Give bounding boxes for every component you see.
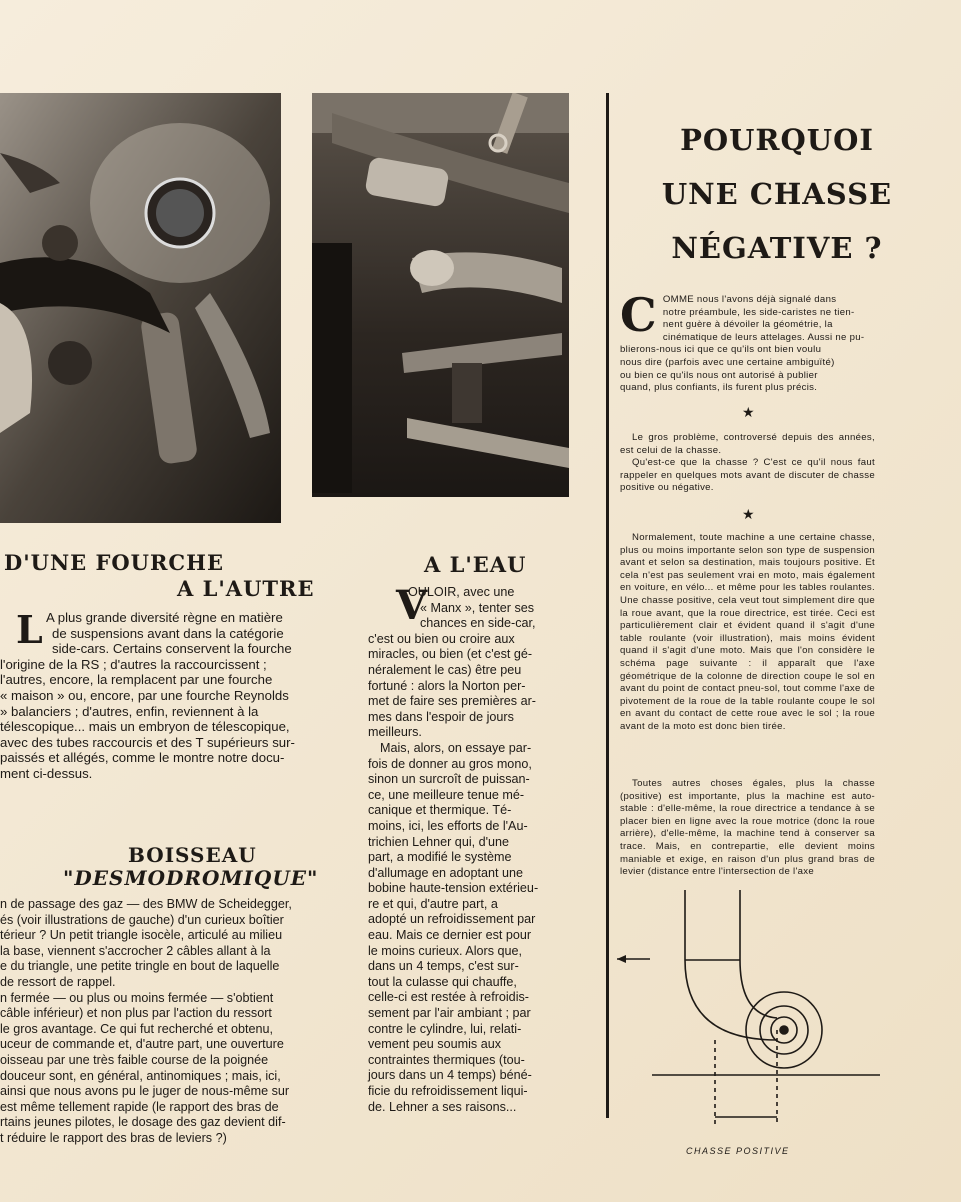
pourquoi-intro <box>620 288 875 395</box>
title-line-1: POURQUOI <box>680 123 874 157</box>
text-line: la base, viennent s'accrocher 2 câbles allant à la <box>0 943 271 958</box>
column-divider <box>606 93 609 1118</box>
text-line: de. Lehner a ses raisons... <box>368 1099 517 1114</box>
text-line: câble inférieur) et non plus par l'action du ressort <box>0 1006 272 1021</box>
text-line: notre préambule, les side-caristes ne tien- <box>662 306 855 318</box>
text-line: bobine haute-tension extérieu- <box>368 881 539 896</box>
text-line: trichien Lehner qui, d'une <box>368 834 510 849</box>
text-line: OMME nous l'avons déjà signalé dans <box>662 294 837 305</box>
fork-photo-image <box>0 93 281 523</box>
text-line: miracles, ou bien (et c'est gé- <box>368 647 533 662</box>
separator-star-1: ★ <box>742 404 755 420</box>
text-line: mes dans l'espoir de jours <box>368 709 514 724</box>
text-line: uceur de commande et, d'autre part, une ouverture <box>0 1037 284 1052</box>
text-line: télescopique... mais un embryon de télescopique, <box>0 719 290 735</box>
fork-curve-outer <box>685 960 777 1040</box>
title-line-2: UNE CHASSE <box>661 177 893 211</box>
eau-body <box>368 585 569 1115</box>
diagram-caption: CHASSE POSITIVE <box>686 1146 790 1156</box>
text-line: part, a modifié le système <box>368 850 512 865</box>
text-line: met de faire ses premières ar- <box>368 694 536 709</box>
boisseau-heading-line1: BOISSEAU <box>128 843 257 867</box>
chasse-diagram <box>612 890 912 1140</box>
pourquoi-para5 <box>620 778 875 879</box>
text-line: l'origine de la RS ; d'autres la raccourcissent ; <box>0 656 267 672</box>
text-line: « Manx », tenter ses <box>420 600 535 615</box>
text-line: side-cars. Certains conservent la fourche <box>52 641 292 657</box>
text-line: ficie du refroidissement liqui- <box>368 1084 528 1098</box>
text-line: c'est ou bien ou croire aux <box>368 631 515 646</box>
text-line: contraintes thermiques (tou- <box>368 1052 525 1067</box>
arrow-head-icon <box>617 955 626 963</box>
fourche-heading-line2: A L'AUTRE <box>177 576 315 601</box>
fourche-article <box>0 610 312 782</box>
text-line: ainsi que nous avons pu le juger de nous-même sur <box>0 1084 290 1099</box>
text-line: tout la culasse qui chauffe, <box>368 974 517 989</box>
text-line: sement par l'air ambiant ; par <box>368 1006 531 1021</box>
eau-heading: A L'EAU <box>424 552 527 577</box>
text-line: chances en side-car, <box>420 616 536 631</box>
text-line: re et qui, d'autre part, a <box>368 896 498 911</box>
text-line: canique et thermique. Té- <box>368 803 512 818</box>
text-line: fois de donner au gros mono, <box>368 756 532 771</box>
text-line: quand, plus confiants, ils furent plus précis. <box>620 382 818 394</box>
text-line: sinon un surcroît de puissan- <box>368 772 530 787</box>
text-line: cinématique de leurs attelages. Aussi ne pu- <box>662 331 865 343</box>
para5: Toutes autres choses égales, plus la chasse (positive) est importante, plus la machine est auto-stable : d'elle-même, la roue directrice a tendance à se placer bien en ligne avec la roue motrice (donc la roue arrière), d'elle-même, la machine tend à conserver sa trace. Mais, en contrepartie, elle devient moins maniable et exige, en raison d'un plus grand bras de levier (distance entre l'intersection de l'axe <box>620 778 875 878</box>
text-line: avec des tubes raccourcis et des T supérieurs sur- <box>0 734 295 750</box>
text-line: A plus grande diversité règne en matière <box>46 610 283 625</box>
engine-photo <box>312 93 569 497</box>
engine-photo-image <box>312 93 569 497</box>
text-line: adopté un refroidissement par <box>368 912 536 927</box>
text-line: e du triangle, une petite tringle en bout de laquelle <box>0 959 280 974</box>
title-line-3: NÉGATIVE ? <box>671 231 883 265</box>
text-line: celle-ci est restée à refroidis- <box>368 990 529 1005</box>
separator-star-2: ★ <box>742 506 755 522</box>
pourquoi-para4 <box>620 532 875 734</box>
text-line: » balanciers ; d'autres, enfin, reviennent à la <box>0 703 259 719</box>
text-line: jours dans un 4 temps) béné- <box>368 1068 532 1083</box>
fourche-body <box>0 610 312 782</box>
text-line: le moins curieux. Alors que, <box>368 943 522 958</box>
text-line: t réduire le rapport des bras de leviers ?) <box>0 1130 227 1145</box>
text-line: douceur sont, en général, antinomiques ; mais, ici, <box>0 1068 281 1083</box>
eau-article <box>368 585 569 1115</box>
text-line: eau. Mais ce dernier est pour <box>368 928 532 943</box>
text-line: nous dire (parfois avec une certaine ambiguïté) <box>620 356 835 368</box>
fork-photo <box>0 93 281 523</box>
text-line: de suspensions avant dans la catégorie <box>52 625 284 641</box>
boisseau-heading-line2: "DESMODROMIQUE" <box>63 866 319 890</box>
para2: Le gros problème, controversé depuis des années, est celui de la chasse. <box>620 432 875 456</box>
para3: Qu'est-ce que la chasse ? C'est ce qu'il nous faut rappeler en quelques mots avant de discuter de chasse positive ou négative. <box>620 457 875 494</box>
pourquoi-title <box>612 113 942 275</box>
text-line: néralement le cas) être peu <box>368 662 522 677</box>
text-line: l'autres, encore, la remplacent par une fourche <box>0 672 273 688</box>
para4: Normalement, toute machine a une certaine chasse, plus ou moins importante selon son type de suspension avant et selon sa destination, mais toujours positive. Et cela n'est pas seulement vrai en moto, mais également en voiture, en vélo... et même pour les tables roulantes. Une chasse positive, cela veut tout simplement dire que la roue avant, que la roue directrice, est tirée. Ceci est particulièrement clair et évident quand il s'agit d'une table roulante (voir illustration), mais moins évident quand il s'agit d'une moto. Mais que l'on considère le schéma page suivante : il apparaît que l'axe géométrique de la colonne de direction coupe le sol en avant du point de contact pneu-sol, tout comme l'axe de pivotement de la roue de la table roulante coupe le sol en avant du contact de cette roue avec le sol ; la roue avant de la moto est donc bien tirée. <box>620 532 875 732</box>
boisseau-body <box>0 897 346 1147</box>
text-line: térieur ? Un petit triangle isocèle, articulé au milieu <box>0 928 283 943</box>
text-line: fortuné : alors la Norton per- <box>368 678 526 693</box>
text-line: Mais, alors, on essaye par- <box>380 740 532 755</box>
pourquoi-dropcap: C <box>620 288 657 342</box>
text-line: n de passage des gaz — des BMW de Scheidegger, <box>0 897 292 911</box>
text-line: és (voir illustrations de gauche) d'un curieux boîtier <box>0 912 284 927</box>
eau-dropcap: V <box>396 582 428 629</box>
text-line: nent guère à dévoiler la géométrie, la <box>662 319 833 331</box>
text-line: « maison » ou, encore, par une fourche Reynolds <box>0 687 289 703</box>
text-line: est même tellement rapide (le rapport des bras de <box>0 1099 279 1114</box>
text-line: OULOIR, avec une <box>408 585 515 599</box>
text-line: ment ci-dessus. <box>0 765 93 781</box>
fourche-heading-line1: D'UNE FOURCHE <box>4 550 224 575</box>
text-line: oisseau par une très faible course de la poignée <box>0 1052 269 1067</box>
text-line: vement peu soumis aux <box>368 1037 502 1052</box>
text-line: paissés et allégés, comme le montre notre docu- <box>0 750 285 766</box>
text-line: rtains jeunes pilotes, le dosage des gaz devient dif- <box>0 1115 286 1130</box>
text-line: contre le cylindre, lui, relati- <box>368 1021 522 1036</box>
text-line: d'allumage en adoptant une <box>368 865 524 880</box>
fourche-dropcap: L <box>16 607 43 652</box>
text-line: ou bien ce qu'ils nous ont autorisé à publier <box>620 369 818 381</box>
text-line: de ressort de rappel. <box>0 974 116 989</box>
text-line: dans un 4 temps, c'est sur- <box>368 959 519 974</box>
text-line: moins, ici, les efforts de l'Au- <box>368 818 528 833</box>
pourquoi-para2 <box>620 432 875 495</box>
text-line: blierons-nous ici que ce qu'ils ont bien voulu <box>620 344 822 356</box>
text-line: n fermée — ou plus ou moins fermée — s'obtient <box>0 990 274 1005</box>
pourquoi-intro-body <box>620 288 875 395</box>
text-line: ce, une meilleure tenue mé- <box>368 787 525 802</box>
text-line: meilleurs. <box>368 725 422 740</box>
text-line: le gros avantage. Ce qui fut recherché et obtenu, <box>0 1021 274 1036</box>
boisseau-article <box>0 897 346 1147</box>
